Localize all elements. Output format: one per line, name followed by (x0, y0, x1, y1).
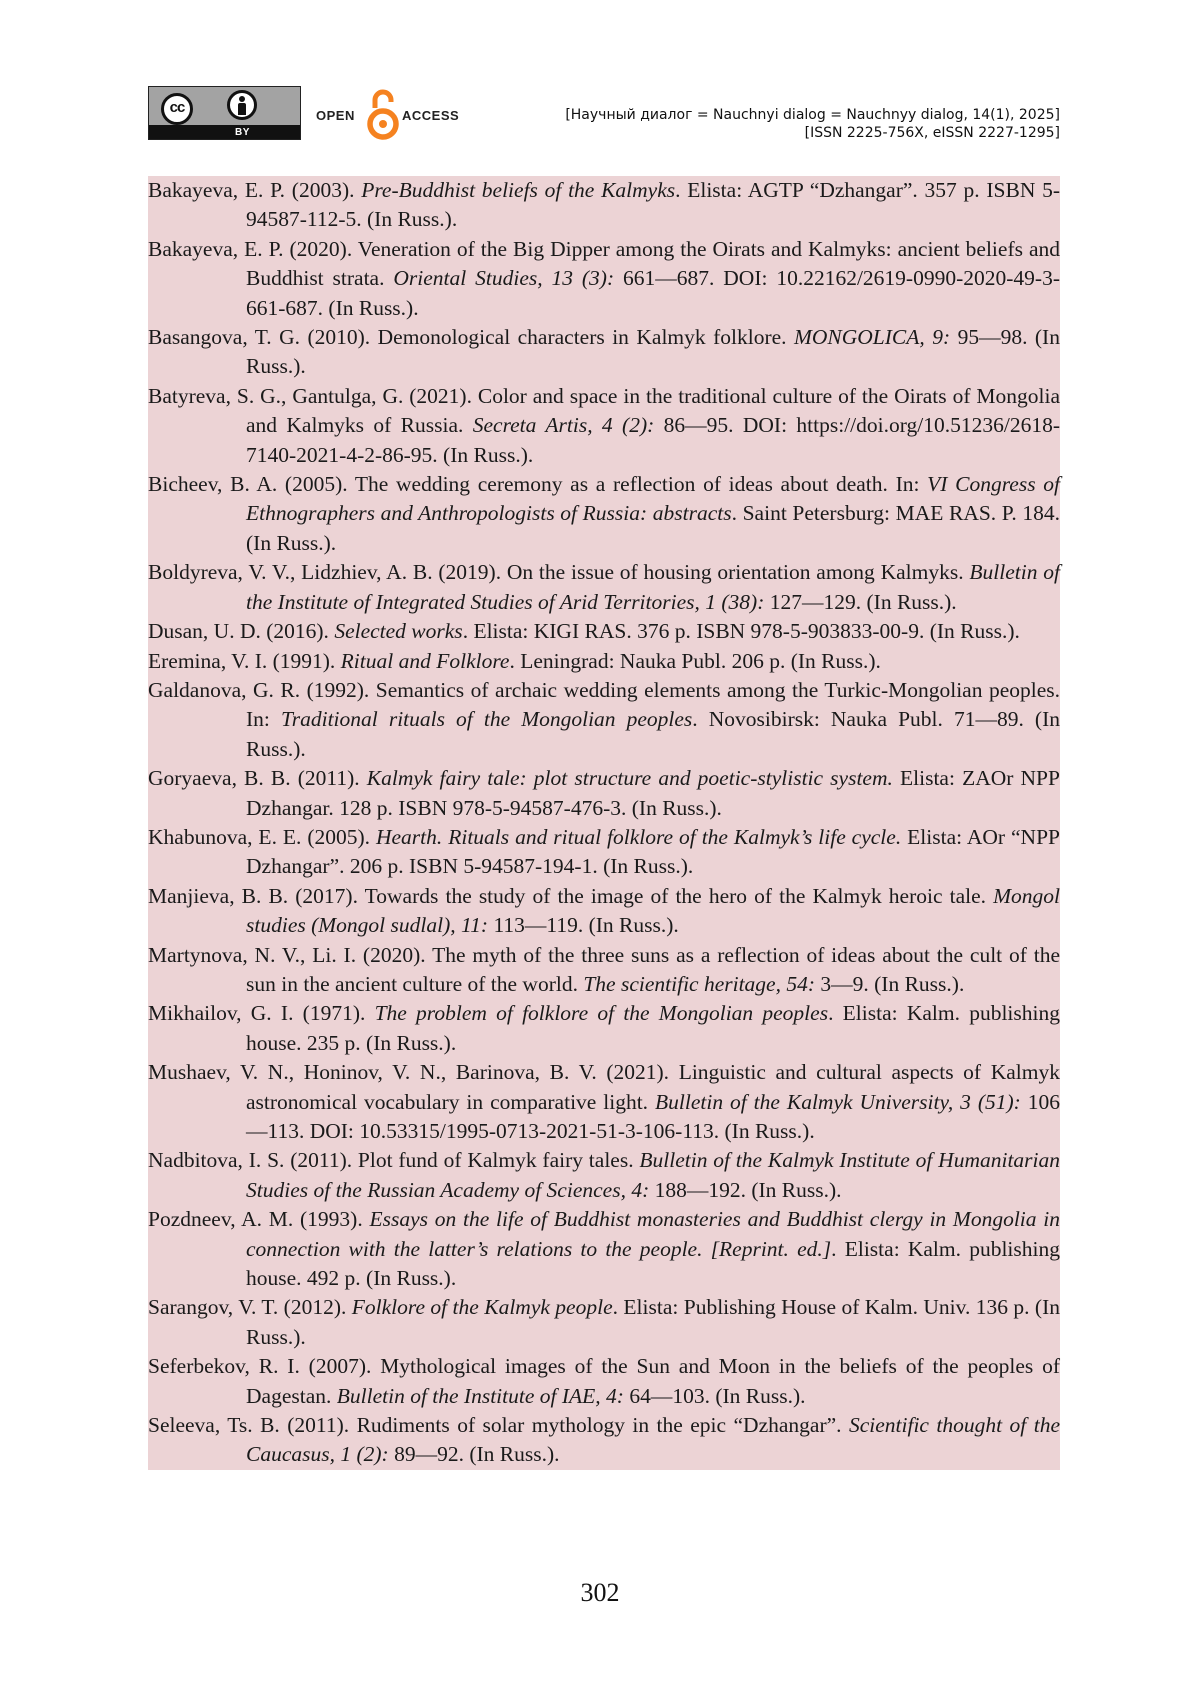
reference-details: 64—103. (In Russ.). (624, 1384, 806, 1408)
reference-details: Elista: ZAOr NPP Dzhangar. 128 p. ISBN 978-5-94587-476-3. (In Russ.). (246, 766, 1060, 819)
reference-entry (148, 558, 1060, 617)
reference-text: Batyreva, S. G., Gantulga, G. (2021). Color and space in the traditional culture of the Oirats of Mongolia and Kalmyks of Russia. (148, 384, 1060, 437)
reference-title: VI Congress of Ethnographers and Anthropologists of Russia: abstracts (246, 472, 1060, 525)
reference-title: Bulletin of the Institute of IAE, 4: (337, 1384, 624, 1408)
reference-entry (148, 617, 1060, 646)
reference-text: Eremina, V. I. (1991). (148, 649, 341, 673)
reference-text: Seleeva, Ts. B. (2011). Rudiments of solar mythology in the epic “Dzhangar”. (148, 1413, 849, 1437)
license-by-label: BY (235, 127, 250, 138)
reference-entry (148, 1205, 1060, 1293)
reference-text: Sarangov, V. T. (2012). (148, 1295, 352, 1319)
reference-entry (148, 1293, 1060, 1352)
reference-title: MONGOLICA, 9: (794, 325, 950, 349)
cc-icon-text: cc (164, 99, 190, 116)
cc-by-license-badge[interactable] (148, 86, 301, 140)
reference-details: . Saint Petersburg: MAE RAS. P. 184. (In Russ.). (246, 501, 1060, 554)
page-header (148, 86, 1060, 142)
reference-details: 188—192. (In Russ.). (649, 1178, 841, 1202)
reference-details: 113—119. (In Russ.). (488, 913, 679, 937)
license-strip (149, 125, 300, 139)
reference-text: Basangova, T. G. (2010). Demonological characters in Kalmyk folklore. (148, 325, 794, 349)
reference-details: . Leningrad: Nauka Publ. 206 p. (In Russ.). (509, 649, 880, 673)
journal-issn-line: [ISSN 2225-756X, eISSN 2227-1295] (565, 124, 1060, 142)
open-access-left-text: OPEN (316, 108, 355, 123)
reference-title: Ritual and Folklore (341, 649, 510, 673)
open-access-lock-icon (366, 86, 400, 142)
reference-details: . Elista: KIGI RAS. 376 p. ISBN 978-5-903833-00-9. (In Russ.). (463, 619, 1020, 643)
reference-title: Folklore of the Kalmyk people (352, 1295, 613, 1319)
reference-details: 95—98. (In Russ.). (246, 325, 1060, 378)
reference-details: . Elista: Kalm. publishing house. 235 p. (In Russ.). (246, 1001, 1060, 1054)
reference-title: Mongol studies (Mongol sudlal), 11: (246, 884, 1060, 937)
reference-list (148, 176, 1060, 1470)
reference-entry (148, 999, 1060, 1058)
reference-text: Bicheev, B. A. (2005). The wedding ceremony as a reflection of ideas about death. In: (148, 472, 927, 496)
open-access-right-text: ACCESS (402, 108, 459, 123)
reference-entry (148, 823, 1060, 882)
reference-title: The problem of folklore of the Mongolian peoples (375, 1001, 829, 1025)
reference-entry (148, 1146, 1060, 1205)
reference-title: Oriental Studies, 13 (3): (393, 266, 614, 290)
reference-entry (148, 764, 1060, 823)
reference-text: Dusan, U. D. (2016). (148, 619, 334, 643)
journal-citation-info (565, 106, 1060, 142)
reference-entry (148, 176, 1060, 235)
reference-entry (148, 323, 1060, 382)
reference-title: Traditional rituals of the Mongolian peoples (281, 707, 692, 731)
reference-text: Galdanova, G. R. (1992). Semantics of archaic wedding elements among the Turkic-Mongolian peoples. In: (148, 678, 1060, 731)
reference-title: The scientific heritage, 54: (583, 972, 815, 996)
reference-text: Mushaev, V. N., Honinov, V. N., Barinova, B. V. (2021). Linguistic and cultural aspects of Kalmyk astronomical vocabulary in comparative light. (148, 1060, 1060, 1113)
reference-text: Manjieva, B. B. (2017). Towards the study of the image of the hero of the Kalmyk heroic tale. (148, 884, 993, 908)
reference-title: Essays on the life of Buddhist monasteries and Buddhist clergy in Mongolia in connection with the latter’s relations to the people. [Reprint. ed.] (246, 1207, 1060, 1260)
reference-text: Bakayeva, E. P. (2003). (148, 178, 361, 202)
reference-details: 3—9. (In Russ.). (815, 972, 964, 996)
reference-title: Pre-Buddhist beliefs of the Kalmyks (361, 178, 675, 202)
reference-text: Martynova, N. V., Li. I. (2020). The myth of the three suns as a reflection of ideas about the cult of the sun in the ancient culture of the world. (148, 943, 1060, 996)
creative-commons-icon (161, 93, 193, 125)
page-number: 302 (0, 1578, 1200, 1608)
reference-title: Kalmyk fairy tale: plot structure and poetic-stylistic system. (367, 766, 893, 790)
reference-details: 86—95. DOI: https://doi.org/10.51236/2618-7140-2021-4-2-86-95. (In Russ.). (246, 413, 1060, 466)
reference-entry (148, 676, 1060, 764)
reference-text: Bakayeva, E. P. (2020). Veneration of the Big Dipper among the Oirats and Kalmyks: ancient beliefs and Buddhist strata. (148, 237, 1060, 290)
reference-entry (148, 1352, 1060, 1411)
reference-title: Hearth. Rituals and ritual folklore of the Kalmyk’s life cycle. (376, 825, 901, 849)
reference-entry (148, 882, 1060, 941)
reference-entry (148, 1058, 1060, 1146)
reference-details: 661—687. DOI: 10.22162/2619-0990-2020-49-3-661-687. (In Russ.). (246, 266, 1060, 319)
reference-details: Elista: AOr “NPP Dzhangar”. 206 p. ISBN 5-94587-194-1. (In Russ.). (246, 825, 1060, 878)
attribution-person-icon (227, 90, 257, 120)
reference-entry (148, 235, 1060, 323)
reference-entry (148, 382, 1060, 470)
reference-details: . Elista: AGTP “Dzhangar”. 357 p. ISBN 5-94587-112-5. (In Russ.). (246, 178, 1060, 231)
reference-text: Mikhailov, G. I. (1971). (148, 1001, 375, 1025)
reference-entry (148, 470, 1060, 558)
reference-title: Bulletin of the Kalmyk University, 3 (51): (655, 1090, 1021, 1114)
open-access-logo (316, 86, 466, 142)
journal-title-line: [Научный диалог = Nauchnyi dialog = Nauchnyy dialog, 14(1), 2025] (565, 106, 1060, 124)
reference-title: Bulletin of the Kalmyk Institute of Humanitarian Studies of the Russian Academy of Sciences, 4: (246, 1148, 1060, 1201)
reference-details: . Elista: Publishing House of Kalm. Univ. 136 p. (In Russ.). (246, 1295, 1060, 1348)
reference-text: Goryaeva, B. B. (2011). (148, 766, 367, 790)
reference-title: Secreta Artis, 4 (2): (473, 413, 655, 437)
reference-entry (148, 1411, 1060, 1470)
reference-title: Selected works (334, 619, 462, 643)
reference-details: 89—92. (In Russ.). (389, 1442, 560, 1466)
reference-text: Khabunova, E. E. (2005). (148, 825, 376, 849)
reference-details: 127—129. (In Russ.). (764, 590, 956, 614)
reference-text: Seferbekov, R. I. (2007). Mythological images of the Sun and Moon in the beliefs of the peoples of Dagestan. (148, 1354, 1060, 1407)
reference-title: Scientific thought of the Caucasus, 1 (2): (246, 1413, 1060, 1466)
reference-text: Pozdneev, A. M. (1993). (148, 1207, 369, 1231)
reference-text: Nadbitova, I. S. (2011). Plot fund of Kalmyk fairy tales. (148, 1148, 639, 1172)
reference-details: . Elista: Kalm. publishing house. 492 p. (In Russ.). (246, 1237, 1060, 1290)
reference-details: . Novosibirsk: Nauka Publ. 71—89. (In Russ.). (246, 707, 1060, 760)
reference-text: Boldyreva, V. V., Lidzhiev, A. B. (2019). On the issue of housing orientation among Kalmyks. (148, 560, 969, 584)
reference-entry (148, 941, 1060, 1000)
reference-details: 106—113. DOI: 10.53315/1995-0713-2021-51-3-106-113. (In Russ.). (246, 1090, 1060, 1143)
reference-entry (148, 647, 1060, 676)
reference-title: Bulletin of the Institute of Integrated Studies of Arid Territories, 1 (38): (246, 560, 1060, 613)
